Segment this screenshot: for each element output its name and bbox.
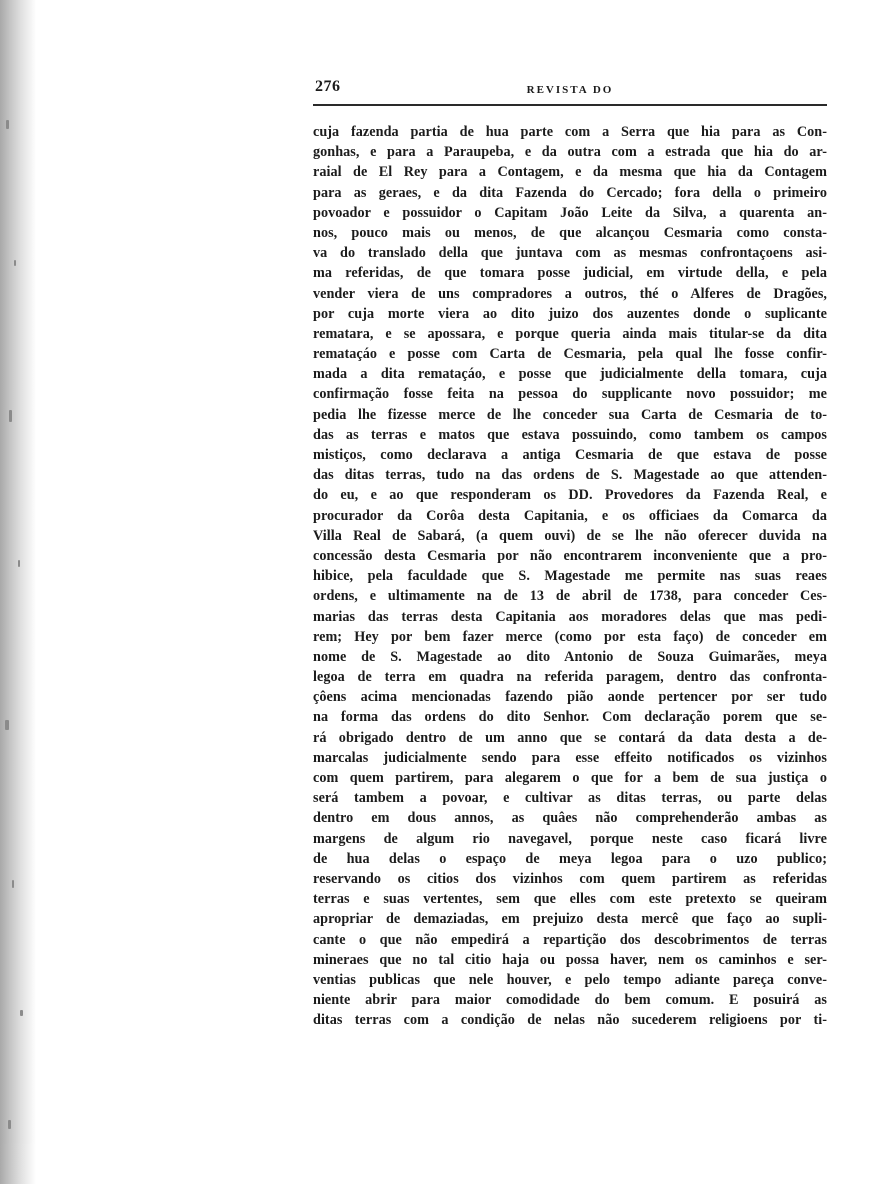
- text-line: mistiços, como declarava a antiga Cesmaria de que estava de posse: [313, 447, 827, 463]
- text-line: com quem partirem, para alegarem o que for a bem de sua justiça o: [313, 770, 827, 786]
- text-line: hibice, pela faculdade que S. Magestade me permite nas suas reaes: [313, 568, 827, 585]
- text-line: gonhas, e para a Paraupeba, e da outra com a estrada que hia do ar-: [313, 144, 827, 161]
- text-line: Villa Real de Sabará, (a quem ouvi) de se lhe não oferecer duvida na: [313, 527, 827, 544]
- text-line: das ditas terras, tudo na das ordens de S. Magestade ao que attenden-: [313, 467, 827, 484]
- text-line: margens de algum rio navegavel, porque neste caso ficará livre: [313, 830, 827, 847]
- document-page: [313, 70, 827, 1030]
- page-header: [313, 70, 827, 106]
- text-line: apropriar de demaziadas, em prejuizo desta mercê que faço ao supli-: [313, 911, 827, 928]
- running-title: REVISTA DO: [526, 84, 614, 96]
- text-line: niente abrir para maior comodidade do bem comum. E posuirá as: [313, 992, 827, 1009]
- text-line: rematara, e se apossara, e porque queria ainda mais titular-se da dita: [313, 325, 827, 342]
- scanned-binding-edge: [0, 0, 36, 1184]
- text-line: terras e suas vertentes, sem que elles com este pretexto se queiram: [313, 891, 827, 908]
- text-line: marias das terras desta Capitania aos moradores delas que mas pedi-: [313, 608, 827, 625]
- text-line: pedia lhe fizesse merce de lhe conceder sua Carta de Cesmaria de to-: [313, 406, 827, 423]
- text-line: ma referidas, de que tomara posse judicial, em virtude della, e pela: [313, 265, 827, 282]
- text-line: reservando os citios dos vizinhos com quem partirem as referidas: [313, 870, 827, 887]
- text-line: será tambem a povoar, e cultivar as ditas terras, ou parte delas: [313, 790, 827, 807]
- text-line: por cuja morte viera ao dito juizo dos auzentes donde o suplicante: [313, 305, 827, 322]
- text-line: marcalas judicialmente sendo para esse effeito notificados os vizinhos: [313, 749, 827, 766]
- text-line: cante o que não empedirá a repartição dos descobrimentos de terras: [313, 931, 827, 948]
- body-text: [313, 122, 827, 1030]
- text-line: ordens, e ultimamente na de 13 de abril de 1738, para conceder Ces-: [313, 588, 827, 605]
- text-line: raial de El Rey para a Contagem, e da mesma que hia da Contagem: [313, 164, 827, 181]
- text-line: dentro em dous annos, as quâes não comprehenderão ambas as: [313, 810, 827, 827]
- text-line: legoa de terra em quadra na referida paragem, dentro das confronta-: [313, 669, 827, 686]
- text-line: para as geraes, e da dita Fazenda do Cercado; fora della o primeiro: [313, 184, 827, 201]
- text-line: nos, pouco mais ou menos, de que alcançou Cesmaria como consta-: [313, 224, 827, 241]
- text-line: mineraes que no tal citio haja ou possa haver, nem os caminhos e ser-: [313, 951, 827, 968]
- page-number: 276: [315, 78, 341, 95]
- text-line: povoador e possuidor o Capitam João Leite da Silva, a quarenta an-: [313, 204, 827, 221]
- text-line: confirmação fosse feita na pessoa do supplicante novo possuidor; me: [313, 386, 827, 403]
- text-line: rem; Hey por bem fazer merce (como por esta faço) de conceder em: [313, 628, 827, 645]
- text-line: remataçáo e posse com Carta de Cesmaria, pela qual lhe fosse confir-: [313, 346, 827, 363]
- text-line: concessão desta Cesmaria por não encontrarem inconveniente que a pro-: [313, 547, 827, 564]
- text-line: na forma das ordens do dito Senhor. Com declaração porem que se-: [313, 709, 827, 726]
- text-line: de hua delas o espaço de meya legoa para o uzo publico;: [313, 850, 827, 867]
- text-line: nome de S. Magestade ao dito Antonio de Souza Guimarães, meya: [313, 648, 827, 665]
- text-line: mada a dita remataçáo, e posse que judicialmente della tomara, cuja: [313, 366, 827, 383]
- text-line: procurador da Corôa desta Capitania, e os officiaes da Comarca da: [313, 507, 827, 524]
- text-line: ventias publicas que nele houver, e pelo tempo adiante pareça conve-: [313, 971, 827, 988]
- text-line: ditas terras com a condição de nelas não sucederem religioens por ti-: [313, 1012, 827, 1029]
- text-line: das as terras e matos que estava possuindo, como tambem os campos: [313, 426, 827, 443]
- text-line: çôens acima mencionadas fazendo pião aonde pertencer por ser tudo: [313, 689, 827, 706]
- text-line: cuja fazenda partia de hua parte com a Serra que hia para as Con-: [313, 124, 827, 140]
- text-line: vender viera de uns compradores a outros, thé o Alferes de Dragões,: [313, 285, 827, 302]
- text-line: rá obrigado dentro de um anno que se contará da data desta a de-: [313, 729, 827, 746]
- text-line: va do translado della que juntava com as mesmas confrontaçoens asi-: [313, 245, 827, 262]
- text-line: do eu, e ao que responderam os DD. Provedores da Fazenda Real, e: [313, 487, 827, 504]
